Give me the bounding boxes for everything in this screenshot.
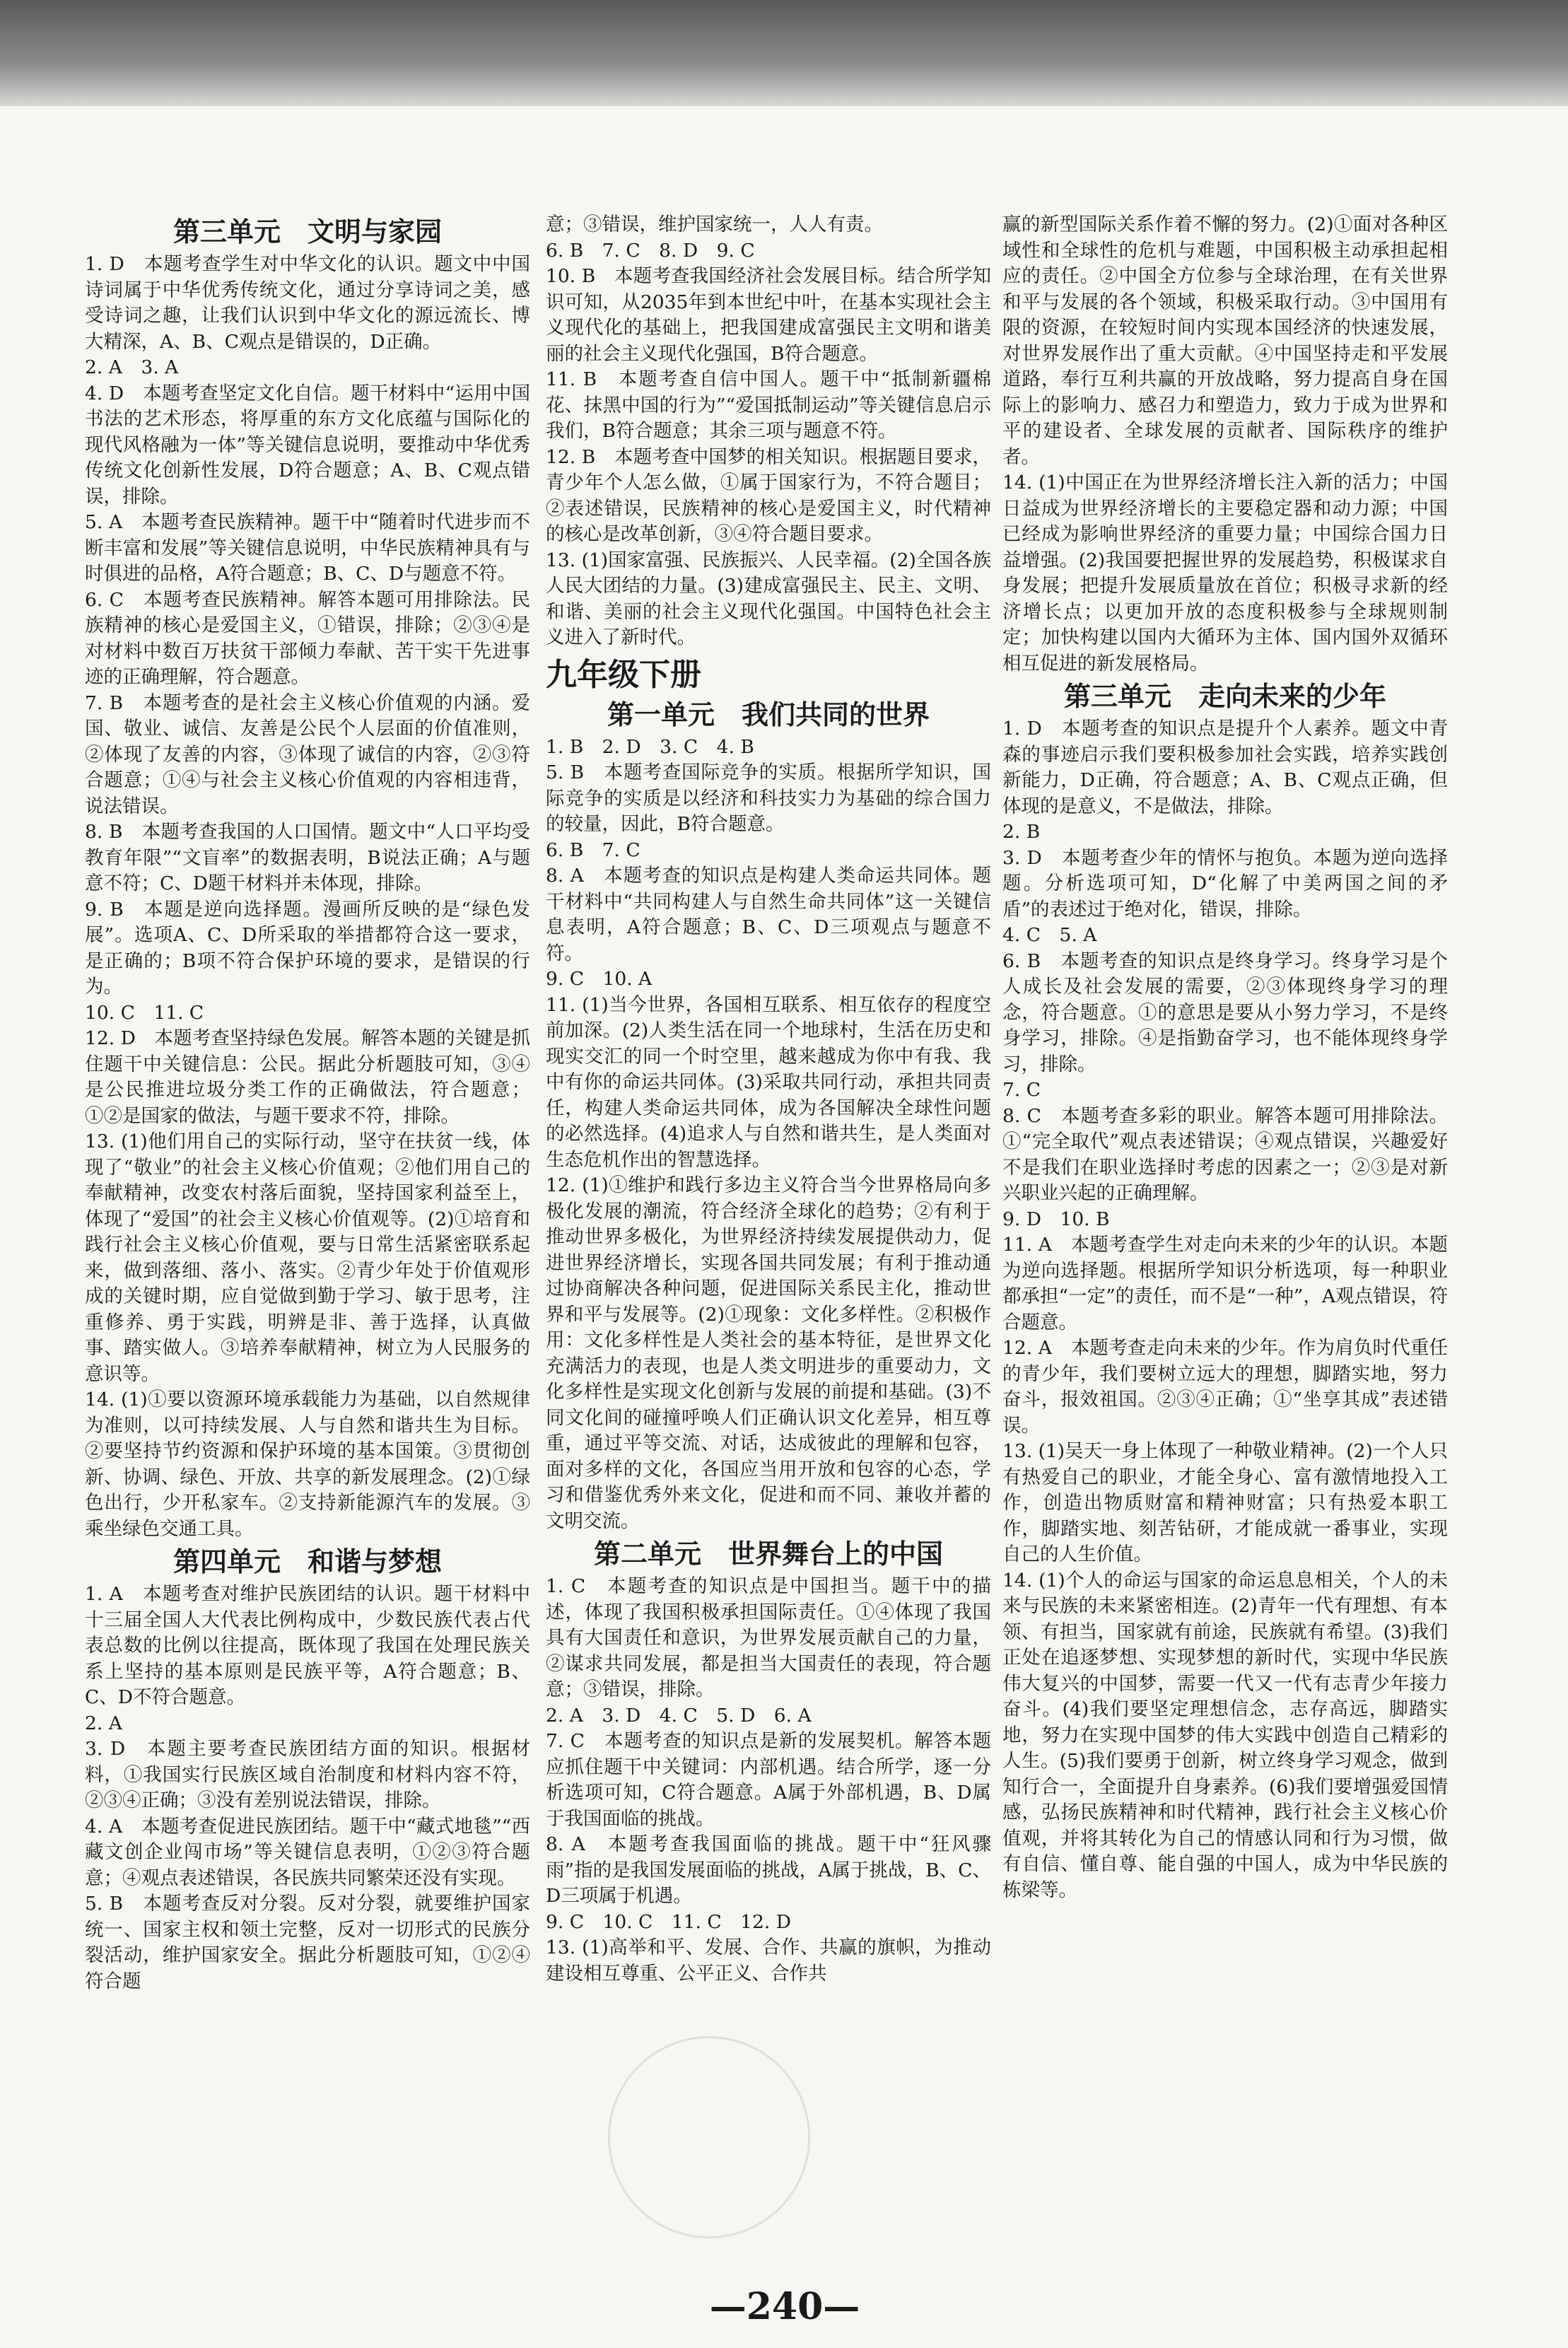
answer-item: 5. A 本题考查民族精神。题干中“随着时代进步而不断丰富和发展”等关键信息说明，中华民族精神具有与时俱进的品格，A符合题意；B、C、D与题意不符。 (85, 511, 530, 585)
answer-item: 意；③错误，维护国家统一，人人有责。 (546, 214, 883, 235)
answer-item: 6. C 本题考查民族精神。解答本题可用排除法。民族精神的核心是爱国主义，①错误，排除；②③④是对材料中数百万扶贫干部倾力奉献、苦干实干先进事迹的正确理解，符合题意。 (85, 588, 530, 688)
answer-item: 1. B 2. D 3. C 4. B (546, 735, 754, 758)
answer-item: 11. (1)当今世界，各国相互联系、相互依存的程度空前加深。(2)人类生活在同一个地球村，生活在历史和现实交汇的同一个时空里，越来越成为你中有我、我中有你的命运共同体。(3)采取共同行动，承担共同责任，构建人类命运共同体，成为各国解决全球性问题的必然选择。(4)追求人与自然和谐共生，是人类面对生态危机作出的智慧选择。 (546, 993, 991, 1171)
answer-item: 13. (1)他们用自己的实际行动，坚守在扶贫一线，体现了“敬业”的社会主义核心价值观；②他们用自己的奉献精神，改变农村落后面貌，坚持国家利益至上，体现了“爱国”的社会主义核心价值观等。(2)①培育和践行社会主义核心价值观，要与日常生活紧密联系起来，做到落细、落小、落实。②青少年处于价值观形成的关键时期，应自觉做到勤于学习、敏于思考，注重修养、勇于实践，明辨是非、善于选择，认真做事、踏实做人。③培养奉献精神，树立为人民服务的意识等。 (85, 1131, 530, 1385)
answer-item: 8. B 本题考查我国的人口国情。题文中“人口平均受教育年限”“文盲率”的数据表明，B说法正确；A与题意不符；C、D题干材料并未体现，排除。 (85, 821, 530, 894)
unit-heading: 第三单元 文明与家园 (172, 216, 442, 247)
answer-item: 10. B 本题考查我国经济社会发展目标。结合所学知识可知，从2035年到本世纪中叶，在基本实现社会主义现代化的基础上，把我国建成富强民主文明和谐美丽的社会主义现代化强国，B符合题意。 (546, 265, 991, 365)
answer-item: 6. B 7. C 8. D 9. C (546, 239, 755, 262)
answer-item: 9. B 本题是逆向选择题。漫画所反映的是“绿色发展”。选项A、C、D所采取的举措都符合这一要求，是正确的；B项不符合保护环境的要求，是错误的行为。 (85, 898, 530, 998)
answer-item: 14. (1)①要以资源环境承载能力为基础，以自然规律为准则，以可持续发展、人与自然和谐共生为目标。②要坚持节约资源和保护环境的基本国策。③贯彻创新、协调、绿色、开放、共享的新发展理念。(2)①绿色出行，少开私家车。②支持新能源汽车的发展。③乘坐绿色交通工具。 (85, 1389, 530, 1540)
answer-item: 14. (1)中国正在为世界经济增长注入新的活力；中国日益成为世界经济增长的主要稳定器和动力源；中国已经成为影响世界经济的重要力量；中国综合国力日益增强。(2)我国要把握世界的发展趋势，积极谋求自身发展；把提升发展质量放在首位；积极寻求新的经济增长点；以更加开放的态度积极参与全球规则制定；加快构建以国内大循环为主体、国内国外双循环相互促进的新发展格局。 (1002, 472, 1448, 674)
unit-heading: 第一单元 我们共同的世界 (607, 699, 930, 730)
answer-item: 3. D 本题考查少年的情怀与抱负。本题为逆向选择题。分析选项可知，D“化解了中美两国之间的矛盾”的表述过于绝对化，错误，排除。 (1002, 846, 1448, 921)
answer-item: 9. C 10. A (546, 968, 653, 990)
answer-column-1 (85, 212, 530, 1994)
answer-item: 7. C 本题考查的知识点是新的发展契机。解答本题应抓住题干中关键词：内部机遇。结合所学，逐一分析选项可知，C符合题意。A属于外部机遇，B、D属于我国面临的挑战。 (546, 1730, 991, 1830)
answer-item: 9. C 10. C 11. C 12. D (546, 1910, 791, 1933)
answer-item: 8. A 本题考查的知识点是构建人类命运共同体。题干材料中“共同构建人与自然生命共同体”这一关键信息表明，A符合题意；B、C、D三项观点与题意不符。 (546, 865, 991, 964)
answer-item: 1. C 本题考查的知识点是中国担当。题干中的描述，体现了我国积极承担国际责任。①④体现了我国具有大国责任和意识，为世界发展贡献自己的力量，②谋求共同发展，都是担当大国责任的表现，符合题意；③错误，排除。 (546, 1575, 991, 1700)
answer-item: 14. (1)个人的命运与国家的命运息息相关，个人的未来与民族的未来紧密相连。(2)青年一代有理想、有本领、有担当，国家就有前途，民族就有希望。(3)我们正处在追逐梦想、实现梦想的新时代，实现中华民族伟大复兴的中国梦，需要一代又一代有志青少年接力奋斗。(4)我们要坚定理想信念，志存高远，脚踏实地，努力在实现中国梦的伟大实践中创造自己精彩的人生。(5)我们要勇于创新，树立终身学习观念，做到知行合一，全面提升自身素养。(6)我们要增强爱国情感，弘扬民族精神和时代精神，践行社会主义核心价值观，并将其转化为自己的情感认同和行为习惯，做有自信、懂自尊、能自强的中国人，成为中华民族的栋梁等。 (1002, 1569, 1448, 1901)
answer-item: 1. A 本题考查对维护民族团结的认识。题干材料中十三届全国人大代表比例构成中，少数民族代表占代表总数的比例以往提高，既体现了我国在处理民族关系上坚持的基本原则是民族平等，A符合题意；B、C、D不符合题意。 (85, 1583, 530, 1708)
answer-item: 12. A 本题考查走向未来的少年。作为肩负时代重任的青少年，我们要树立远大的理想，脚踏实地，努力奋斗，报效祖国。②③④正确；①“坐享其成”表述错误。 (1002, 1337, 1448, 1437)
answer-item: 11. B 本题考查自信中国人。题干中“抵制新疆棉花、抹黑中国的行为”“爱国抵制运动”等关键信息启示我们，B符合题意；其余三项与题意不符。 (546, 368, 991, 442)
answer-item: 6. B 7. C (546, 839, 640, 861)
answer-item: 2. A 3. D 4. C 5. D 6. A (546, 1704, 812, 1727)
answer-item: 赢的新型国际关系作着不懈的努力。(2)①面对各种区域性和全球性的危机与难题，中国积极主动承担起相应的责任。②中国全方位参与全球治理，在有关世界和平与发展的各个领域，积极采取行动。③中国用有限的资源，在较短时间内实现本国经济的快速发展，对世界发展作出了重大贡献。④中国坚持走和平发展道路，奉行互利共赢的开放战略，努力提高自身在国际上的影响力、感召力和塑造力，致力于成为世界和平的建设者、全球发展的贡献者、国际秩序的维护者。 (1002, 214, 1448, 468)
answer-item: 3. D 本题主要考查民族团结方面的知识。根据材料，①我国实行民族区域自治制度和材料内容不符，②③④正确；③没有差别说法错误，排除。 (85, 1738, 530, 1811)
answer-item: 9. D 10. B (1002, 1208, 1110, 1230)
answer-item: 4. D 本题考查坚定文化自信。题干材料中“运用中国书法的艺术形态，将厚重的东方文化底蕴与国际化的现代风格融为一体”等关键信息说明，要推动中华优秀传统文化创新性发展，D符合题意；A、B、C观点错误，排除。 (85, 382, 530, 508)
answer-item: 12. D 本题考查坚持绿色发展。解答本题的关键是抓住题干中关键信息：公民。据此分析题肢可知，③④是公民推进垃圾分类工作的正确做法，符合题意；①②是国家的做法，与题干要求不符，排除。 (85, 1027, 530, 1127)
scan-top-band (0, 0, 1568, 106)
answer-item: 7. B 本题考查的是社会主义核心价值观的内涵。爱国、敬业、诚信、友善是公民个人层面的价值准则，②体现了友善的内容，③体现了诚信的内容，②③符合题意；①④与社会主义核心价值观的内容相违背，说法错误。 (85, 691, 530, 817)
answer-item: 8. A 本题考查我国面临的挑战。题干中“狂风骤雨”指的是我国发展面临的挑战，A属于挑战，B、C、D三项属于机遇。 (546, 1833, 991, 1907)
grade-heading: 九年级下册 (546, 656, 701, 693)
answer-item: 5. B 本题考查反对分裂。反对分裂，就要维护国家统一、国家主权和领土完整，反对一切形式的民族分裂活动，维护国家安全。据此分析题肢可知，①②④符合题 (85, 1893, 530, 1992)
answer-item: 2. B (1002, 821, 1041, 843)
answer-column-3 (1002, 212, 1448, 1903)
answer-item: 10. C 11. C (85, 1001, 204, 1024)
answer-item: 11. A 本题考查学生对走向未来的少年的认识。本题为逆向选择题。根据所学知识分析选项，每一种职业都承担“一定”的责任，而不是“一种”，A观点错误，符合题意。 (1002, 1234, 1448, 1333)
answer-item: 2. A (85, 1712, 122, 1734)
answer-item: 13. (1)吴天一身上体现了一种敬业精神。(2)一个人只有热爱自己的职业，才能全身心、富有激情地投入工作，创造出物质财富和精神财富；只有热爱本职工作，脚踏实地、刻苦钻研，才能成就一番事业，实现自己的人生价值。 (1002, 1440, 1448, 1565)
answer-item: 2. A 3. A (85, 356, 179, 378)
answer-item: 12. B 本题考查中国梦的相关知识。根据题目要求，青少年个人怎么做，①属于国家行为，不符合题目；②表述错误，民族精神的核心是爱国主义，时代精神的核心是改革创新，③④符合题目要求。 (546, 445, 991, 545)
answer-item: 13. (1)国家富强、民族振兴、人民幸福。(2)全国各族人民大团结的力量。(3)建成富强民主、民主、文明、和谐、美丽的社会主义现代化强国。中国特色社会主义进入了新时代。 (546, 549, 991, 648)
answer-item: 1. D 本题考查学生对中华文化的认识。题文中中国诗词属于中华优秀传统文化，通过分享诗词之美，感受诗词之趣，让我们认识到中华文化的源远流长、博大精深，A、B、C观点是错误的，D正确。 (85, 253, 530, 353)
answer-item: 12. (1)①维护和践行多边主义符合当今世界格局向多极化发展的潮流，符合经济全球化的趋势；②有利于推动世界多极化，为世界经济持续发展提供动力，促进世界经济增长，实现各国共同发展；有利于推动通过协商解决各种问题，促进国际关系民主化，推动世界和平与发展等。(2)①现象：文化多样性。②积极作用：文化多样性是人类社会的基本特征，是世界文化充满活力的表现，也是人类文明进步的重要动力，文化多样性是实现文化创新与发展的前提和基础。(3)不同文化间的碰撞呼唤人们正确认识文化差异，相互尊重，通过平等交流、对话，达成彼此的理解和包容，面对多样的文化，各国应当用开放和包容的心态，学习和借鉴优秀外来文化，促进和而不同、兼收并蓄的文明交流。 (546, 1174, 991, 1532)
answer-item: 4. A 本题考查促进民族团结。题干中“藏式地毯”“西藏文创企业闯市场”等关键信息表明，①②③符合题意；④观点表述错误，各民族共同繁荣还没有实现。 (85, 1815, 530, 1889)
answer-item: 7. C (1002, 1079, 1041, 1101)
watermark-seal (608, 2036, 810, 2238)
answer-item: 5. B 本题考查国际竞争的实质。根据所学知识，国际竞争的实质是以经济和科技实力为基础的综合国力的较量，因此，B符合题意。 (546, 761, 991, 835)
answer-item: 8. C 本题考查多彩的职业。解答本题可用排除法。①“完全取代”观点表述错误；④观点错误，兴趣爱好不是我们在职业选择时考虑的因素之一；②③是对新兴职业兴起的正确理解。 (1002, 1104, 1448, 1204)
unit-heading: 第二单元 世界舞台上的中国 (593, 1538, 943, 1570)
answer-column-2 (546, 212, 991, 1987)
unit-heading: 第三单元 走向未来的少年 (1063, 681, 1386, 712)
page-number: —240— (709, 2285, 860, 2328)
unit-heading: 第四单元 和谐与梦想 (172, 1546, 442, 1577)
answer-item: 4. C 5. A (1002, 924, 1097, 946)
answer-item: 1. D 本题考查的知识点是提升个人素养。题文中青森的事迹启示我们要积极参加社会实践，培养实践创新能力，D正确，符合题意；A、B、C观点正确，但体现的是意义，不是做法，排除。 (1002, 718, 1448, 817)
answer-item: 13. (1)高举和平、发展、合作、共赢的旗帜，为推动建设相互尊重、公平正义、合作共 (546, 1937, 991, 1985)
answer-item: 6. B 本题考查的知识点是终身学习。终身学习是个人成长及社会发展的需要，②③体现终身学习的理念，符合题意。①的意思是要从小努力学习，不是终身学习，排除。④是指勤奋学习，也不能体现终身学习，排除。 (1002, 950, 1448, 1075)
